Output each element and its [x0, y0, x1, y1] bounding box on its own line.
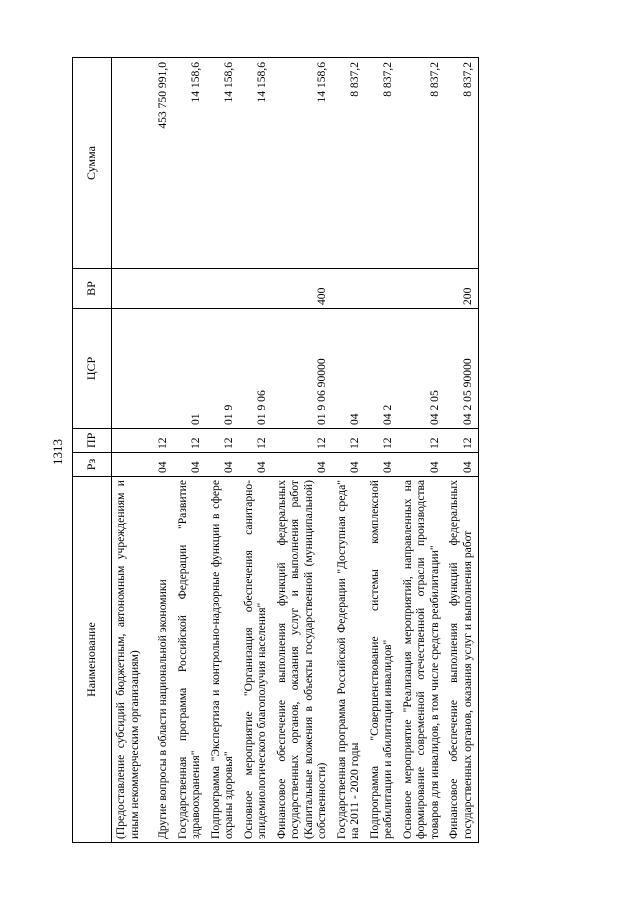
row-sum: 14 158,6 [174, 58, 207, 269]
row-name: Финансовое обеспечение выполнения функций федеральных государственных органов, оказания услуг и выполнения работ [445, 477, 479, 843]
row-vr [333, 269, 366, 309]
header-row [73, 58, 112, 843]
row-rz: 04 [154, 453, 174, 477]
row-vr [207, 269, 240, 309]
row-rz: 04 [445, 453, 479, 477]
row-vr: 200 [445, 269, 479, 309]
row-vr [399, 269, 446, 309]
row-pr: 12 [399, 429, 446, 453]
row-name: Основное мероприятие "Реализация мероприятий, направленных на формирование современной отечественной отрасли производства товаров для инвалидов, в том числе средств реабилитации" [399, 477, 446, 843]
row-name: Финансовое обеспечение выполнения функций федеральных государственных органов, оказания услуг и выполнения работ (Капитальные вложения в объекты государственной (муниципальной) собственности) [273, 477, 333, 843]
row-pr [112, 429, 155, 453]
row-rz: 04 [366, 453, 399, 477]
page-number: 1313 [50, 439, 65, 465]
row-sum [112, 58, 155, 269]
budget-table [72, 57, 479, 843]
row-pr: 12 [154, 429, 174, 453]
row-pr: 12 [240, 429, 273, 453]
row-vr [240, 269, 273, 309]
row-sum: 453 750 991,0 [154, 58, 174, 269]
row-csr: 01 9 [207, 309, 240, 429]
row-pr: 12 [445, 429, 479, 453]
header-name: Наименование [73, 477, 112, 843]
row-csr: 04 2 05 90000 [445, 309, 479, 429]
row-rz: 04 [207, 453, 240, 477]
row-rz: 04 [333, 453, 366, 477]
row-rz: 04 [399, 453, 446, 477]
row-vr [174, 269, 207, 309]
row-sum: 14 158,6 [273, 58, 333, 269]
row-name: Подпрограмма "Совершенствование системы комплексной реабилитации и абилитации инвалидов" [366, 477, 399, 843]
header-rz: Рз [73, 453, 112, 477]
table-row [174, 58, 207, 843]
row-pr: 12 [333, 429, 366, 453]
row-csr: 01 9 06 90000 [273, 309, 333, 429]
row-vr [154, 269, 174, 309]
table-row [154, 58, 174, 843]
row-sum: 8 837,2 [399, 58, 446, 269]
row-vr [112, 269, 155, 309]
row-csr: 01 [174, 309, 207, 429]
row-rz: 04 [240, 453, 273, 477]
table-row [207, 58, 240, 843]
row-csr [154, 309, 174, 429]
table-row [445, 58, 479, 843]
row-csr: 01 9 06 [240, 309, 273, 429]
row-rz: 04 [174, 453, 207, 477]
row-name: Другие вопросы в области национальной экономики [154, 477, 174, 843]
row-name: Основное мероприятие "Организация обеспечения санитарно-эпидемиологического благополучия населения" [240, 477, 273, 843]
table-row [366, 58, 399, 843]
row-csr: 04 [333, 309, 366, 429]
row-pr: 12 [273, 429, 333, 453]
table-row [273, 58, 333, 843]
header-csr: ЦСР [73, 309, 112, 429]
row-csr: 04 2 05 [399, 309, 446, 429]
row-pr: 12 [207, 429, 240, 453]
header-sum: Сумма [73, 58, 112, 269]
row-name: Подпрограмма "Экспертиза и контрольно-надзорные функции в сфере охраны здоровья" [207, 477, 240, 843]
row-sum: 14 158,6 [207, 58, 240, 269]
row-sum: 8 837,2 [366, 58, 399, 269]
rotated-table-container [72, 58, 607, 843]
table-row [333, 58, 366, 843]
row-csr: 04 2 [366, 309, 399, 429]
row-sum: 8 837,2 [445, 58, 479, 269]
row-sum: 8 837,2 [333, 58, 366, 269]
header-pr: ПР [73, 429, 112, 453]
table-row [112, 58, 155, 843]
row-name: Государственная программа Российской Федерации "Развитие здравоохранения" [174, 477, 207, 843]
table-row [399, 58, 446, 843]
row-name: Государственная программа Российской Федерации "Доступная среда" на 2011 - 2020 годы [333, 477, 366, 843]
row-vr [366, 269, 399, 309]
row-rz: 04 [273, 453, 333, 477]
row-sum: 14 158,6 [240, 58, 273, 269]
row-csr [112, 309, 155, 429]
row-rz [112, 453, 155, 477]
row-pr: 12 [174, 429, 207, 453]
row-name: (Предоставление субсидий бюджетным, автономным учреждениям и иным некоммерческим организациям) [112, 477, 155, 843]
header-vr: ВР [73, 269, 112, 309]
row-vr: 400 [273, 269, 333, 309]
table-row [240, 58, 273, 843]
row-pr: 12 [366, 429, 399, 453]
